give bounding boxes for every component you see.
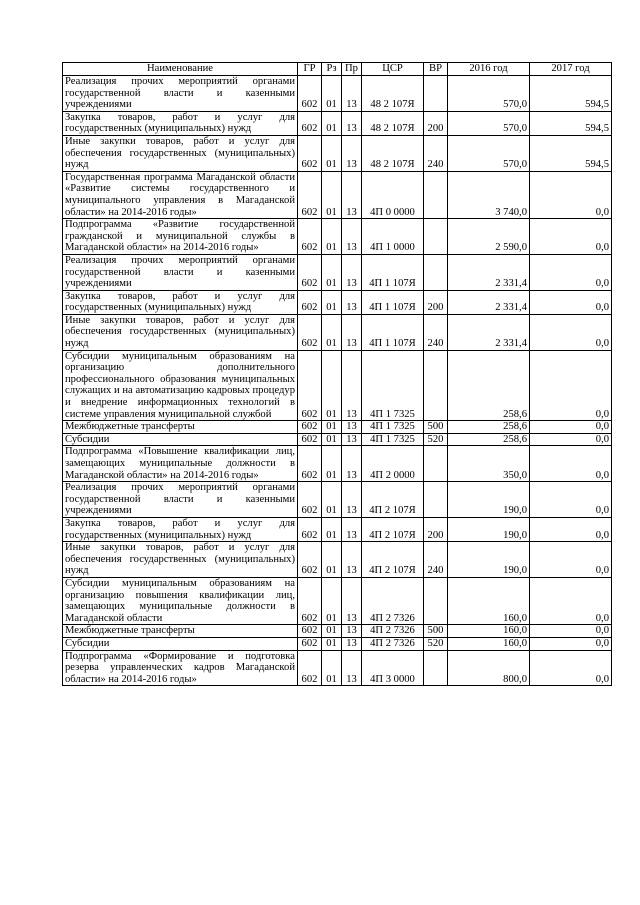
cell-csr: 4П 2 107Я xyxy=(362,517,424,541)
cell-csr: 4П 1 107Я xyxy=(362,254,424,290)
cell-pr: 13 xyxy=(342,219,362,255)
cell-csr: 4П 1 107Я xyxy=(362,290,424,314)
cell-rz: 01 xyxy=(322,350,342,421)
cell-gr: 602 xyxy=(298,421,322,434)
cell-rz: 01 xyxy=(322,314,342,350)
cell-vr: 500 xyxy=(424,421,448,434)
cell-2017: 0,0 xyxy=(530,314,612,350)
cell-gr: 602 xyxy=(298,254,322,290)
cell-2016: 258,6 xyxy=(448,433,530,446)
cell-csr: 48 2 107Я xyxy=(362,135,424,171)
cell-gr: 602 xyxy=(298,637,322,650)
cell-vr xyxy=(424,219,448,255)
table-row xyxy=(63,254,612,290)
cell-csr: 4П 3 0000 xyxy=(362,650,424,686)
cell-csr: 48 2 107Я xyxy=(362,111,424,135)
cell-name: Подпрограмма «Формирование и подготовка резерва управленческих кадров Магаданской области» на 2014-2016 годы» xyxy=(63,650,298,686)
cell-rz: 01 xyxy=(322,76,342,112)
cell-rz: 01 xyxy=(322,446,342,482)
cell-csr: 4П 1 107Я xyxy=(362,314,424,350)
cell-vr xyxy=(424,482,448,518)
cell-gr: 602 xyxy=(298,76,322,112)
cell-pr: 13 xyxy=(342,254,362,290)
table-row xyxy=(63,421,612,434)
table-row xyxy=(63,111,612,135)
cell-pr: 13 xyxy=(342,625,362,638)
cell-pr: 13 xyxy=(342,135,362,171)
cell-2016: 190,0 xyxy=(448,542,530,578)
cell-rz: 01 xyxy=(322,433,342,446)
cell-rz: 01 xyxy=(322,482,342,518)
cell-gr: 602 xyxy=(298,650,322,686)
cell-name: Субсидии xyxy=(63,433,298,446)
cell-2016: 160,0 xyxy=(448,637,530,650)
cell-2017: 0,0 xyxy=(530,171,612,218)
cell-pr: 13 xyxy=(342,350,362,421)
header-2016: 2016 год xyxy=(448,63,530,76)
cell-gr: 602 xyxy=(298,433,322,446)
cell-gr: 602 xyxy=(298,517,322,541)
cell-name: Межбюджетные трансферты xyxy=(63,421,298,434)
cell-csr: 4П 1 7325 xyxy=(362,433,424,446)
cell-2017: 0,0 xyxy=(530,254,612,290)
table-row xyxy=(63,219,612,255)
cell-vr: 240 xyxy=(424,135,448,171)
cell-pr: 13 xyxy=(342,111,362,135)
cell-2016: 190,0 xyxy=(448,517,530,541)
cell-rz: 01 xyxy=(322,637,342,650)
table-row xyxy=(63,625,612,638)
cell-name: Иные закупки товаров, работ и услуг для обеспечения государственных (муниципальных) нужд xyxy=(63,542,298,578)
cell-csr: 4П 2 0000 xyxy=(362,446,424,482)
cell-2017: 0,0 xyxy=(530,421,612,434)
header-2017: 2017 год xyxy=(530,63,612,76)
cell-2017: 0,0 xyxy=(530,350,612,421)
cell-gr: 602 xyxy=(298,577,322,624)
table-row xyxy=(63,517,612,541)
cell-gr: 602 xyxy=(298,350,322,421)
cell-vr: 520 xyxy=(424,637,448,650)
table-row xyxy=(63,290,612,314)
cell-rz: 01 xyxy=(322,111,342,135)
header-gr: ГР xyxy=(298,63,322,76)
cell-2017: 0,0 xyxy=(530,482,612,518)
cell-2016: 2 331,4 xyxy=(448,314,530,350)
cell-2017: 0,0 xyxy=(530,625,612,638)
cell-name: Субсидии муниципальным образованиям на организацию повышения квалификации лиц, замещающих муниципальные должности в Магаданской области xyxy=(63,577,298,624)
cell-pr: 13 xyxy=(342,577,362,624)
cell-2016: 350,0 xyxy=(448,446,530,482)
table-row xyxy=(63,446,612,482)
table-row xyxy=(63,637,612,650)
table-row xyxy=(63,314,612,350)
cell-vr xyxy=(424,350,448,421)
cell-gr: 602 xyxy=(298,542,322,578)
cell-name: Подпрограмма «Повышение квалификации лиц, замещающих муниципальные должности в Магаданской области» на 2014-2016 годы» xyxy=(63,446,298,482)
cell-pr: 13 xyxy=(342,542,362,578)
cell-rz: 01 xyxy=(322,650,342,686)
cell-csr: 48 2 107Я xyxy=(362,76,424,112)
cell-2016: 2 331,4 xyxy=(448,290,530,314)
cell-2016: 2 331,4 xyxy=(448,254,530,290)
cell-2017: 0,0 xyxy=(530,219,612,255)
cell-2016: 258,6 xyxy=(448,350,530,421)
cell-2017: 594,5 xyxy=(530,76,612,112)
cell-rz: 01 xyxy=(322,254,342,290)
table-row xyxy=(63,577,612,624)
cell-2016: 160,0 xyxy=(448,625,530,638)
cell-vr: 240 xyxy=(424,314,448,350)
cell-2017: 0,0 xyxy=(530,517,612,541)
cell-gr: 602 xyxy=(298,171,322,218)
cell-csr: 4П 1 7325 xyxy=(362,350,424,421)
cell-2017: 0,0 xyxy=(530,446,612,482)
cell-2017: 0,0 xyxy=(530,577,612,624)
cell-name: Межбюджетные трансферты xyxy=(63,625,298,638)
cell-rz: 01 xyxy=(322,135,342,171)
cell-pr: 13 xyxy=(342,76,362,112)
table-row xyxy=(63,650,612,686)
cell-2016: 3 740,0 xyxy=(448,171,530,218)
cell-name: Закупка товаров, работ и услуг для государственных (муниципальных) нужд xyxy=(63,290,298,314)
cell-2016: 800,0 xyxy=(448,650,530,686)
cell-rz: 01 xyxy=(322,542,342,578)
table-row xyxy=(63,433,612,446)
cell-name: Закупка товаров, работ и услуг для государственных (муниципальных) нужд xyxy=(63,517,298,541)
cell-csr: 4П 0 0000 xyxy=(362,171,424,218)
cell-vr xyxy=(424,577,448,624)
cell-name: Реализация прочих мероприятий органами государственной власти и казенными учреждениями xyxy=(63,482,298,518)
table-row xyxy=(63,135,612,171)
cell-gr: 602 xyxy=(298,314,322,350)
cell-2016: 190,0 xyxy=(448,482,530,518)
header-name: Наименование xyxy=(63,63,298,76)
cell-vr: 500 xyxy=(424,625,448,638)
cell-name: Реализация прочих мероприятий органами государственной власти и казенными учреждениями xyxy=(63,76,298,112)
cell-csr: 4П 2 7326 xyxy=(362,625,424,638)
cell-gr: 602 xyxy=(298,290,322,314)
cell-2017: 0,0 xyxy=(530,290,612,314)
cell-gr: 602 xyxy=(298,111,322,135)
cell-vr xyxy=(424,76,448,112)
cell-gr: 602 xyxy=(298,135,322,171)
cell-vr: 240 xyxy=(424,542,448,578)
cell-2017: 594,5 xyxy=(530,135,612,171)
cell-vr xyxy=(424,446,448,482)
cell-pr: 13 xyxy=(342,482,362,518)
cell-pr: 13 xyxy=(342,421,362,434)
cell-2016: 258,6 xyxy=(448,421,530,434)
cell-2017: 0,0 xyxy=(530,542,612,578)
cell-name: Иные закупки товаров, работ и услуг для обеспечения государственных (муниципальных) нужд xyxy=(63,135,298,171)
cell-pr: 13 xyxy=(342,517,362,541)
cell-vr xyxy=(424,171,448,218)
cell-csr: 4П 2 7326 xyxy=(362,637,424,650)
cell-pr: 13 xyxy=(342,314,362,350)
cell-name: Реализация прочих мероприятий органами государственной власти и казенными учреждениями xyxy=(63,254,298,290)
cell-name: Закупка товаров, работ и услуг для государственных (муниципальных) нужд xyxy=(63,111,298,135)
cell-rz: 01 xyxy=(322,421,342,434)
table-row xyxy=(63,76,612,112)
cell-2017: 0,0 xyxy=(530,637,612,650)
cell-2017: 0,0 xyxy=(530,650,612,686)
cell-vr: 200 xyxy=(424,290,448,314)
cell-csr: 4П 2 107Я xyxy=(362,542,424,578)
cell-gr: 602 xyxy=(298,482,322,518)
cell-rz: 01 xyxy=(322,219,342,255)
cell-2016: 570,0 xyxy=(448,111,530,135)
table-header-row xyxy=(63,63,612,76)
table-row xyxy=(63,482,612,518)
cell-2016: 160,0 xyxy=(448,577,530,624)
header-rz: Рз xyxy=(322,63,342,76)
cell-csr: 4П 2 107Я xyxy=(362,482,424,518)
cell-vr: 520 xyxy=(424,433,448,446)
cell-2017: 594,5 xyxy=(530,111,612,135)
header-vr: ВР xyxy=(424,63,448,76)
cell-vr xyxy=(424,254,448,290)
cell-pr: 13 xyxy=(342,650,362,686)
cell-name: Субсидии xyxy=(63,637,298,650)
cell-2016: 2 590,0 xyxy=(448,219,530,255)
cell-2016: 570,0 xyxy=(448,76,530,112)
cell-csr: 4П 2 7326 xyxy=(362,577,424,624)
cell-gr: 602 xyxy=(298,625,322,638)
cell-name: Государственная программа Магаданской области «Развитие системы государственного и муниципального управления в Магаданской области» на 2014-2016 годы» xyxy=(63,171,298,218)
cell-rz: 01 xyxy=(322,171,342,218)
cell-csr: 4П 1 7325 xyxy=(362,421,424,434)
cell-pr: 13 xyxy=(342,433,362,446)
cell-pr: 13 xyxy=(342,171,362,218)
cell-pr: 13 xyxy=(342,637,362,650)
cell-2016: 570,0 xyxy=(448,135,530,171)
cell-gr: 602 xyxy=(298,219,322,255)
header-csr: ЦСР xyxy=(362,63,424,76)
cell-name: Иные закупки товаров, работ и услуг для обеспечения государственных (муниципальных) нужд xyxy=(63,314,298,350)
table-row xyxy=(63,350,612,421)
cell-name: Субсидии муниципальным образованиям на организацию дополнительного профессионального образования муниципальных служащих и на автоматизацию кадровых процедур и внедрение информационных технологий в системе управления муниципальной службой xyxy=(63,350,298,421)
cell-gr: 602 xyxy=(298,446,322,482)
cell-pr: 13 xyxy=(342,290,362,314)
budget-table xyxy=(62,62,612,686)
cell-rz: 01 xyxy=(322,517,342,541)
cell-vr: 200 xyxy=(424,517,448,541)
cell-rz: 01 xyxy=(322,290,342,314)
cell-rz: 01 xyxy=(322,625,342,638)
cell-rz: 01 xyxy=(322,577,342,624)
cell-vr xyxy=(424,650,448,686)
table-row xyxy=(63,542,612,578)
table-row xyxy=(63,171,612,218)
cell-vr: 200 xyxy=(424,111,448,135)
cell-csr: 4П 1 0000 xyxy=(362,219,424,255)
cell-pr: 13 xyxy=(342,446,362,482)
header-pr: Пр xyxy=(342,63,362,76)
cell-name: Подпрограмма «Развитие государственной гражданской и муниципальной службы в Магаданской области» на 2014-2016 годы» xyxy=(63,219,298,255)
cell-2017: 0,0 xyxy=(530,433,612,446)
